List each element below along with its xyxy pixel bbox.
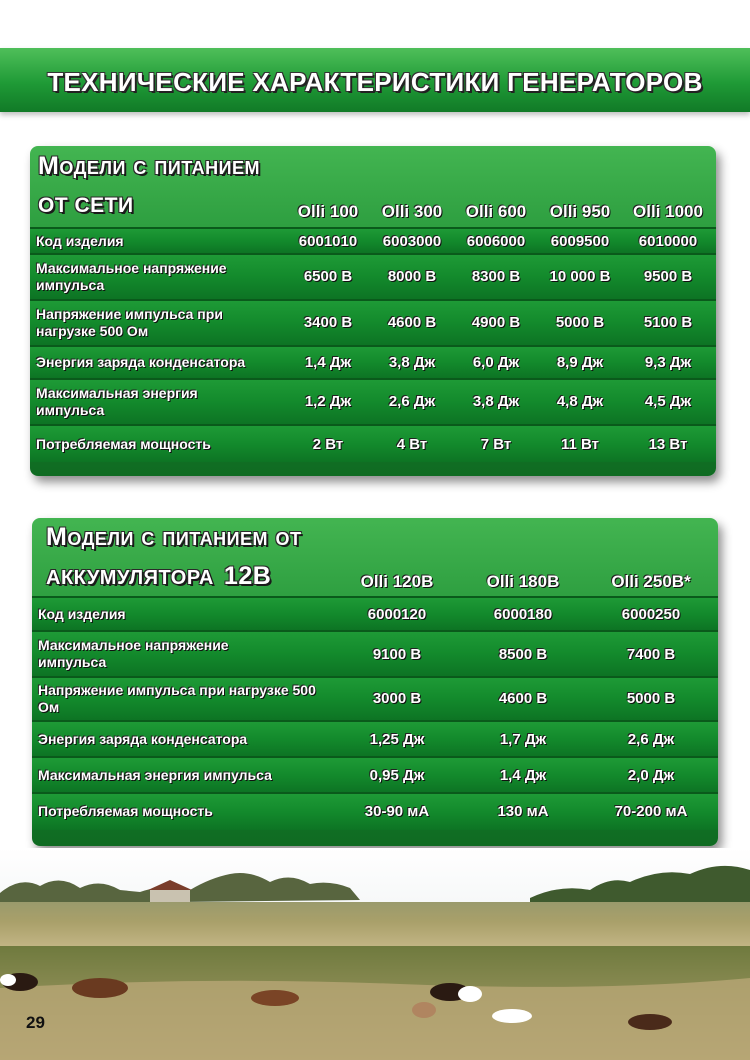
row-value: 4600 В <box>498 690 548 707</box>
row-value: 6010000 <box>638 233 698 250</box>
row-value: 2,0 Дж <box>627 767 675 784</box>
mains-model-header: Olli 600 <box>465 202 527 221</box>
title-banner <box>0 48 750 112</box>
row-value: 8000 В <box>387 268 437 285</box>
row-value: 6,0 Дж <box>472 354 520 371</box>
row-value: 1,7 Дж <box>499 731 547 748</box>
row-label: Код изделия <box>36 233 124 249</box>
row-label: Напряжение импульса при нагрузке 500 Ом <box>36 306 223 339</box>
row-label: Максимальное напряжение импульса <box>38 637 229 670</box>
mains-models-card <box>30 146 716 476</box>
row-value: 3000 В <box>372 690 422 707</box>
battery-model-header: Olli 250B* <box>611 572 691 591</box>
row-value: 6003000 <box>382 233 442 250</box>
row-value: 3,8 Дж <box>388 354 436 371</box>
row-value: 2,6 Дж <box>627 731 675 748</box>
row-label: Код изделия <box>38 606 126 622</box>
row-value: 30-90 мА <box>364 803 430 820</box>
mains-model-header: Olli 950 <box>549 202 611 221</box>
row-label: Максимальное напряжение импульса <box>36 260 227 293</box>
table-row <box>30 424 716 462</box>
row-value: 6006000 <box>466 233 526 250</box>
mains-card-title: Модели с питанием <box>38 152 261 180</box>
row-value: 5000 В <box>626 690 676 707</box>
row-label: Энергия заряда конденсатора <box>38 731 248 747</box>
battery-model-header: Olli 180B <box>486 572 560 591</box>
row-value: 8300 В <box>471 268 521 285</box>
row-value: 1,4 Дж <box>499 767 547 784</box>
battery-card-title: Модели с питанием от <box>46 523 302 551</box>
row-value: 9100 В <box>372 646 422 663</box>
table-row <box>30 299 716 345</box>
page-number: 29 <box>26 1013 45 1032</box>
row-value: 4,5 Дж <box>644 393 692 410</box>
table-row <box>30 345 716 378</box>
battery-models-card <box>32 518 718 846</box>
row-value: 6500 В <box>303 268 353 285</box>
battery-model-header: Olli 120B <box>360 572 434 591</box>
row-value: 6000180 <box>493 606 553 623</box>
row-value: 13 Вт <box>648 436 688 453</box>
pasture-photo <box>0 848 750 1060</box>
row-label: Максимальная энергия импульса <box>38 767 272 783</box>
row-value: 10 000 В <box>549 268 611 285</box>
row-label: Потребляемая мощность <box>38 803 213 819</box>
row-label: Потребляемая мощность <box>36 436 211 452</box>
mains-model-header: Olli 300 <box>381 202 443 221</box>
table-row <box>30 227 716 253</box>
row-value: 1,2 Дж <box>304 393 352 410</box>
row-value: 9,3 Дж <box>644 354 692 371</box>
row-value: 5000 В <box>555 314 605 331</box>
page-title: ТЕХНИЧЕСКИЕ ХАРАКТЕРИСТИКИ ГЕНЕРАТОРОВ <box>47 67 703 97</box>
row-label: Напряжение импульса при нагрузке 500 Ом <box>38 682 316 715</box>
row-value: 1,4 Дж <box>304 354 352 371</box>
battery-card-subtitle <box>46 562 271 591</box>
mains-card-subtitle: ОТ СЕТИ <box>38 194 134 217</box>
row-value: 6000250 <box>621 606 681 623</box>
table-row <box>32 792 718 830</box>
table-row <box>32 676 718 720</box>
row-value: 5100 В <box>643 314 693 331</box>
row-value: 2,6 Дж <box>388 393 436 410</box>
row-value: 4 Вт <box>396 436 428 453</box>
row-value: 8,9 Дж <box>556 354 604 371</box>
row-value: 2 Вт <box>312 436 344 453</box>
row-label: Энергия заряда конденсатора <box>36 354 246 370</box>
row-value: 4600 В <box>387 314 437 331</box>
mains-model-header: Olli 1000 <box>633 202 703 221</box>
row-value: 7400 В <box>626 646 676 663</box>
row-value: 70-200 мА <box>614 803 688 820</box>
table-row <box>32 756 718 792</box>
battery-subtitle-text: АККУМУЛЯТОРА <box>46 567 214 589</box>
table-row <box>30 378 716 424</box>
row-value: 3400 В <box>303 314 353 331</box>
row-value: 4,8 Дж <box>556 393 604 410</box>
row-value: 4900 В <box>471 314 521 331</box>
row-value: 8500 В <box>498 646 548 663</box>
row-label: Максимальная энергия импульса <box>36 385 198 418</box>
row-value: 1,25 Дж <box>369 731 425 748</box>
row-value: 7 Вт <box>480 436 512 453</box>
row-value: 0,95 Дж <box>369 767 425 784</box>
mains-model-header: Olli 100 <box>297 202 359 221</box>
row-value: 6000120 <box>367 606 427 623</box>
row-value: 6001010 <box>298 233 358 250</box>
battery-subtitle-voltage: 12В <box>223 562 272 590</box>
row-value: 3,8 Дж <box>472 393 520 410</box>
table-row <box>32 630 718 676</box>
table-row <box>32 596 718 630</box>
row-value: 11 Вт <box>560 436 599 453</box>
table-row <box>32 720 718 756</box>
row-value: 9500 В <box>643 268 693 285</box>
table-row <box>30 253 716 299</box>
row-value: 130 мА <box>497 803 549 820</box>
row-value: 6009500 <box>550 233 610 250</box>
